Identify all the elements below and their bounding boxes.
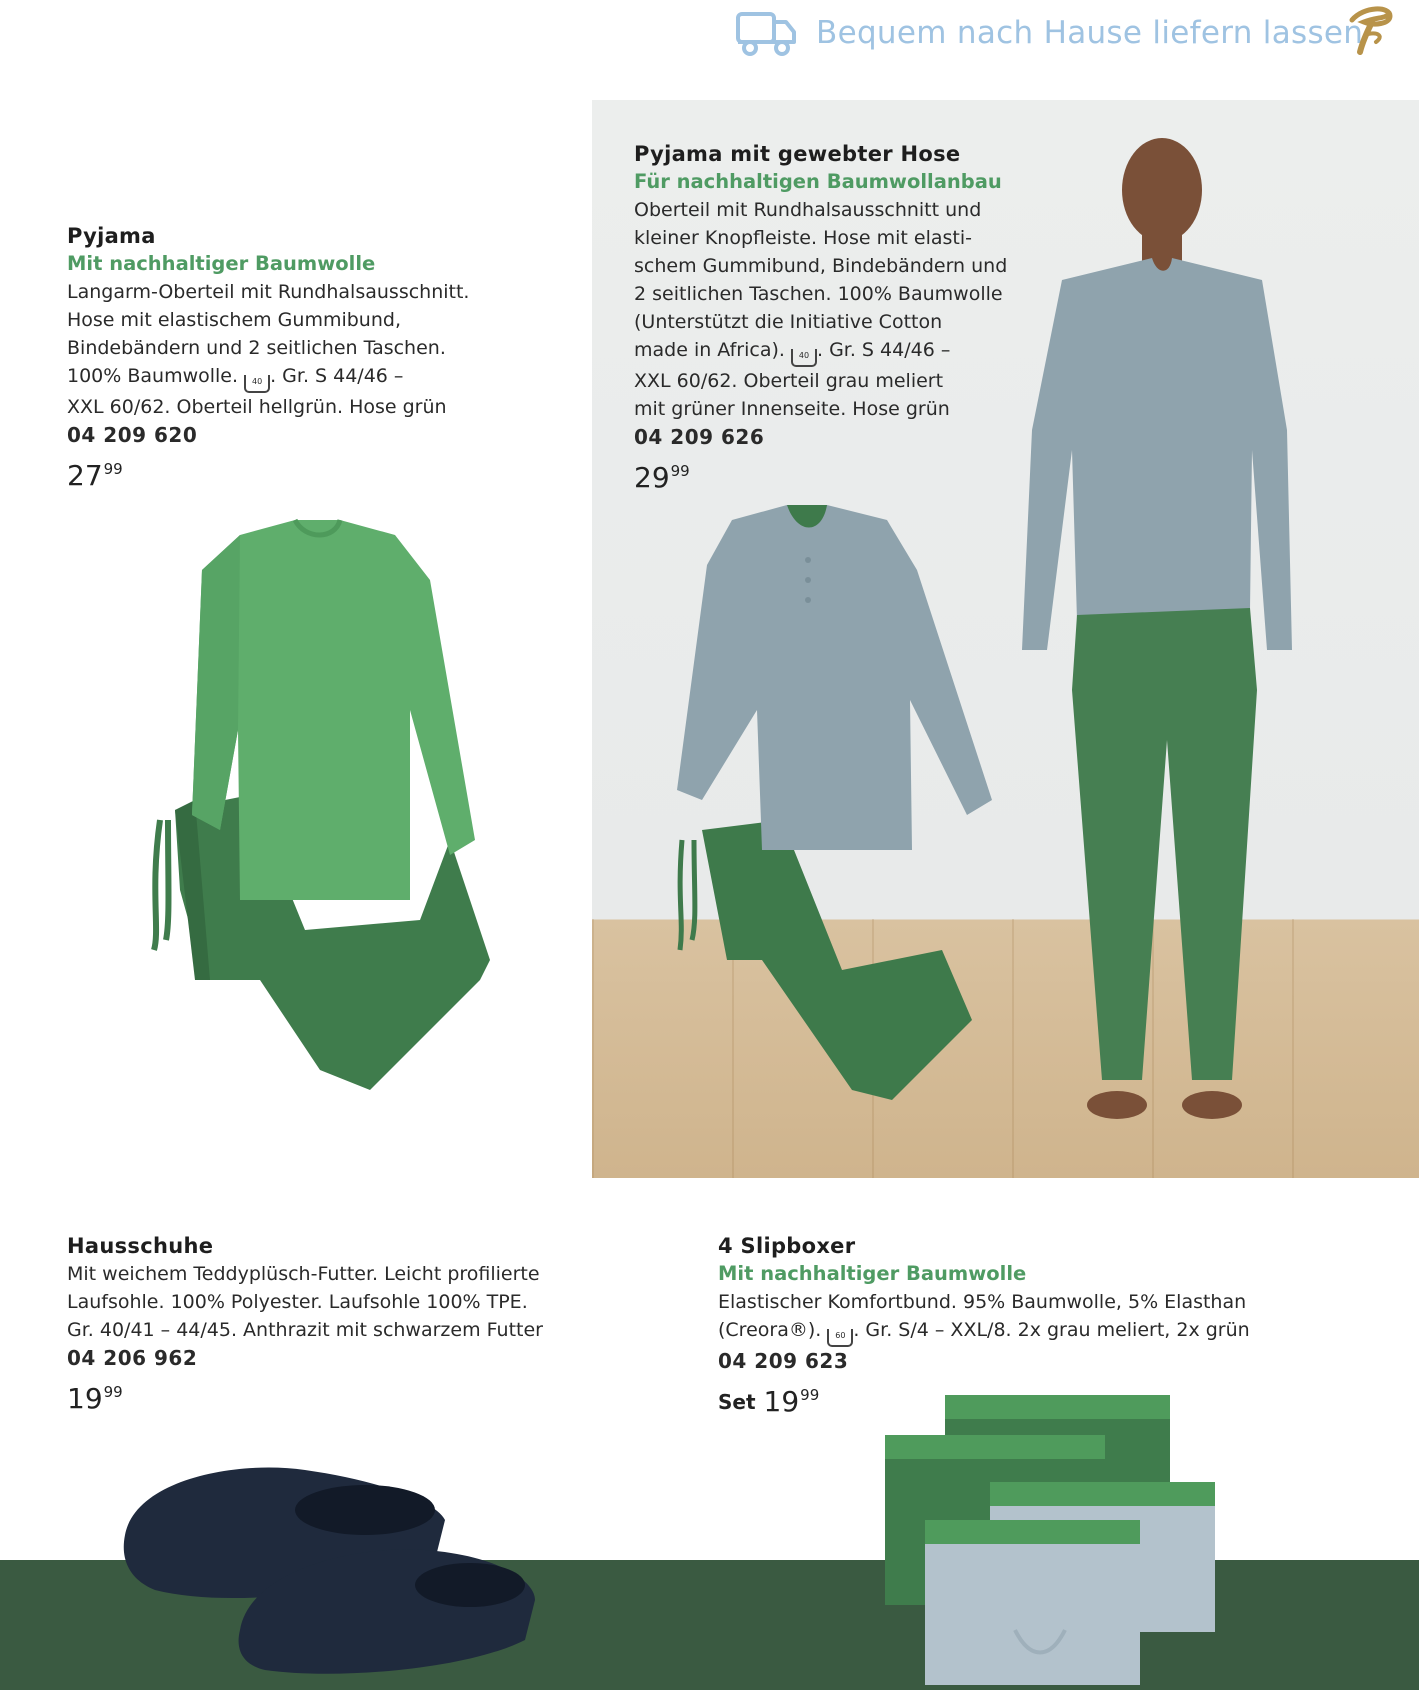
product-slippers <box>67 1232 543 1413</box>
price: $19^{99}$ <box>67 1382 123 1415</box>
desc-line: 2 seitlichen Taschen. 100% Baumwolle <box>634 283 1003 305</box>
delivery-text: Bequem nach Hause liefern lassen <box>816 15 1364 51</box>
model-person-image <box>1002 130 1302 1140</box>
product-subtitle: Für nachhaltigen Baumwollanbau <box>634 170 1002 193</box>
desc-line: Mit weichem Teddyplüsch-Futter. Leicht profilierte <box>67 1263 540 1285</box>
desc-line: mit grüner Innenseite. Hose grün <box>634 398 950 420</box>
desc-line: Laufsohle. 100% Polyester. Laufsohle 100% TPE. <box>67 1291 528 1313</box>
article-number: 04 209 623 <box>718 1349 849 1373</box>
article-number: 04 209 626 <box>634 425 765 449</box>
desc-line: Hose mit elastischem Gummibund, <box>67 309 401 331</box>
desc-line: XXL 60/62. Oberteil grau meliert <box>634 370 944 392</box>
desc-line: Bindebändern und 2 seitlichen Taschen. <box>67 337 446 359</box>
desc-line: Gr. 40/41 – 44/45. Anthrazit mit schwarzem Futter <box>67 1319 543 1341</box>
brand-logo-icon <box>1344 4 1396 56</box>
product-title: Pyjama mit gewebter Hose <box>634 142 961 166</box>
wash-60-icon: 60 <box>827 1329 853 1347</box>
wash-40-icon: 40 <box>244 375 270 393</box>
desc-line: 100% Baumwolle. 40 . Gr. S 44/46 – <box>67 362 469 393</box>
product-description <box>67 1260 543 1344</box>
desc-line: XXL 60/62. Oberteil hellgrün. Hose grün <box>67 396 447 418</box>
product-description <box>67 278 469 421</box>
product-title: 4 Slipboxer <box>718 1234 856 1258</box>
price: $29^{99}$ <box>634 461 690 494</box>
price: $27^{99}$ <box>67 459 123 492</box>
product-pyjama <box>67 222 469 490</box>
grey-pyjama-image <box>642 500 1002 1120</box>
product-description <box>718 1288 1250 1347</box>
delivery-banner <box>736 8 1363 58</box>
slippers-image <box>115 1440 545 1680</box>
desc-line: made in Africa). 40 . Gr. S 44/46 – <box>634 336 1007 367</box>
boxers-image <box>855 1390 1235 1690</box>
article-number: 04 209 620 <box>67 423 198 447</box>
desc-line: (Creora®). 60 . Gr. S/4 – XXL/8. 2x grau meliert, 2x grün <box>718 1316 1250 1347</box>
product-subtitle: Mit nachhaltiger Baumwolle <box>718 1262 1027 1285</box>
product-title: Hausschuhe <box>67 1234 214 1258</box>
price: Set $19^{99}$ <box>718 1385 820 1418</box>
desc-line: (Unterstützt die Initiative Cotton <box>634 311 943 333</box>
desc-line: Langarm-Oberteil mit Rundhalsausschnitt. <box>67 281 470 303</box>
product-description <box>634 196 1007 423</box>
desc-line: Elastischer Komfortbund. 95% Baumwolle, 5% Elasthan <box>718 1291 1247 1313</box>
product-pyjama-woven <box>634 140 1007 492</box>
truck-icon <box>736 8 798 58</box>
product-boxers <box>718 1232 1250 1416</box>
desc-line: kleiner Knopfleiste. Hose mit elasti- <box>634 227 972 249</box>
desc-line: Oberteil mit Rundhalsausschnitt und <box>634 199 982 221</box>
product-title: Pyjama <box>67 224 156 248</box>
wash-40-icon: 40 <box>791 349 817 367</box>
article-number: 04 206 962 <box>67 1346 198 1370</box>
desc-line: schem Gummibund, Bindebändern und <box>634 255 1008 277</box>
green-pyjama-image <box>120 510 520 1110</box>
product-subtitle: Mit nachhaltiger Baumwolle <box>67 252 376 275</box>
